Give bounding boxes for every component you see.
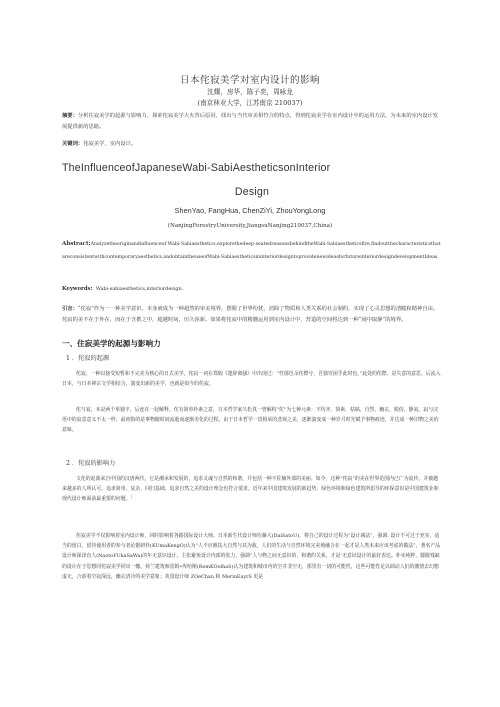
keywords-en (62, 286, 442, 292)
section-1-2-paragraph-2: 侘寂美学不仅影响着室内设计师，同时影响着各路国际设计大师。日本新生代设计师佐藤大(DaiSatoU)，将自己的设计过程为“设计减法”，强调. 设计不可过于充实，适当的留白，留待使用者的参与者论据研朴(KUmaKengO)认为“人不应被扶大自然与其为敌，人们的生活与自然环境完美地融合在一起才是人类未来应该考虑的做法”，著名产品设计师深泽直人(NaotoFUkaSaWa)的年无意识设计，主张避免设计内部的张力，强调“人与物之间无意识的，和谐的关系，才是‘无意识设计的最好表达。朴实纯粹，朦胧残缺的设计在于思想同侘寂美学同出一辙。荷兰建筑师雷姆•库哈斯(RemKOolhaS)认为建筑和城市内的空并非空无，那里有一切的可能性，这些可能性足以调动人们的激情去幻想虚无，合韵着空寂深远，幽玄清冷的美学意象；英国设计师 ZOeChan 和 MerinEayrS 更是 (62, 533, 441, 580)
section-1-1-heading: 1 ．侘寂的起源 (66, 355, 110, 362)
affiliation-cn: (南京林业大学，江苏南京 210037) (197, 99, 303, 107)
intro-text: “侘寂”作为一一种美学意识，本身就成为一种超然的审美境界，摆脱了世界纷扰，消除了物质和人类关系的社会制约，实现了心灵思想的清脆和精神自由。侘寂的美不在于外在，而在于含蓄之中，超越时间，历久弥新。如果将侘寂中的精髓运用到室内设计中，营造的空间将达到一种“闹中取静”的境界。 (62, 306, 439, 323)
abstract-en (62, 238, 442, 264)
abstract-cn-label: 摘要： (62, 113, 78, 119)
section-1-1-paragraph-1: 侘寂，一种以接受短暂和不完美为核心的日式美学。侘寂一词在郑瑕《楚辞离骚》中出现过：“性郁邑余侘傺兮，吾独穷困乎此时也。”此处的侘傺，是失意的意思。后流入日本，与日本禅宗文学相结合，演变出新的美学，也就是如今的侘寂。 (62, 371, 441, 388)
section-1-2-heading: 2 ．侘寂的影响力 (66, 460, 116, 467)
paper-title-en-line1: TheInfluenceofJapaneseWabi-SabiAestheticsonInterior (62, 162, 331, 174)
affiliation-en: (NanjingForestryUniversity,JiangsuNanjing210037,China) (167, 223, 333, 229)
paper-title-en (62, 156, 442, 204)
paper-title-cn: 日本侘寂美学对室内设计的影响 (179, 75, 320, 86)
keywords-cn-text: 侘寂美学，室内设计。 (83, 141, 137, 147)
keywords-en-label: Keywords: (62, 286, 93, 292)
keywords-en-text: Wabi-sabiaesthetics,interiordesign. (95, 286, 184, 292)
authors-en: ShenYao, FangHua, ChenZiYi, ZhouYongLong (174, 206, 326, 215)
paper-title-en-line2: Design (234, 186, 270, 198)
abstract-en-label: Abstract: (62, 241, 91, 247)
abstract-cn-text: 分析住寂美学的起源与影响力，探索侘寂美学大火背后原因，找出与当代审美相符合的特点，得到侘寂美学在室内设计中的运用方法，为未来的室内设计发展提供新的思路。 (62, 113, 439, 130)
section-1-1-paragraph-2: 侘与寂，本是两个单独字，后连在一起解释。侘有简单朴素之意，日本哲学家久松真一曾解构“侘”为七种元素：不均齐，简素，枯槁，自然，幽玄，脱俗，静寂。寂与汉语中的寂意意义不太一样，最初指的是事物随时间流逝而逐渐劣化的过程。由于日本哲学一贯相承的悲观之美，逐渐演变成一种岁月时光赋予事物痕迹，并达成一种旧物之美的意味。 (62, 407, 439, 434)
abstract-en-text: Analyzetheoriginandinfluenceof Wabi-Sabiaesthetics,explorethedeep-seatedreasonsbehindtheWabi-Sabiaestheticsfire,findoutthecharacteristicsthatareconsistentwithcontemporaryaesthetics,andobtaintheuseofWabi-SabiaestheticsininteriordesigntoprovidenewideasforfutureinteriordesigndevelopmentIdeas. (62, 242, 441, 260)
keywords-cn (62, 139, 442, 147)
introduction (62, 304, 442, 325)
intro-label: 引言： (62, 306, 78, 312)
abstract-cn (62, 111, 442, 133)
section-1-2-paragraph-1: 文化的起源来自中国的汉唐两代，它是潮承和发展的，追求灵魂与自然的和谐，并包括一种不佐楠外部的美丽。如今，这种“侘寂”的美在世界范围内已广为流传，并被越来越多的人所认可。追求简单，复杂，回归基础，追求自然之美的设计理念也符合要求。近年来中国建筑发展的新趋势，绿色环境和绿色建筑所倡导的环保意识是中国建筑业和现代设计师面前最重要的问题。「 (62, 476, 439, 503)
authors-cn: 沈耀，房华，陈子奕，周咏龙 (207, 88, 293, 96)
keywords-cn-label: 关键词： (62, 141, 84, 147)
section-1-heading: 一、住寂美学的起源与影响力 (62, 339, 161, 348)
